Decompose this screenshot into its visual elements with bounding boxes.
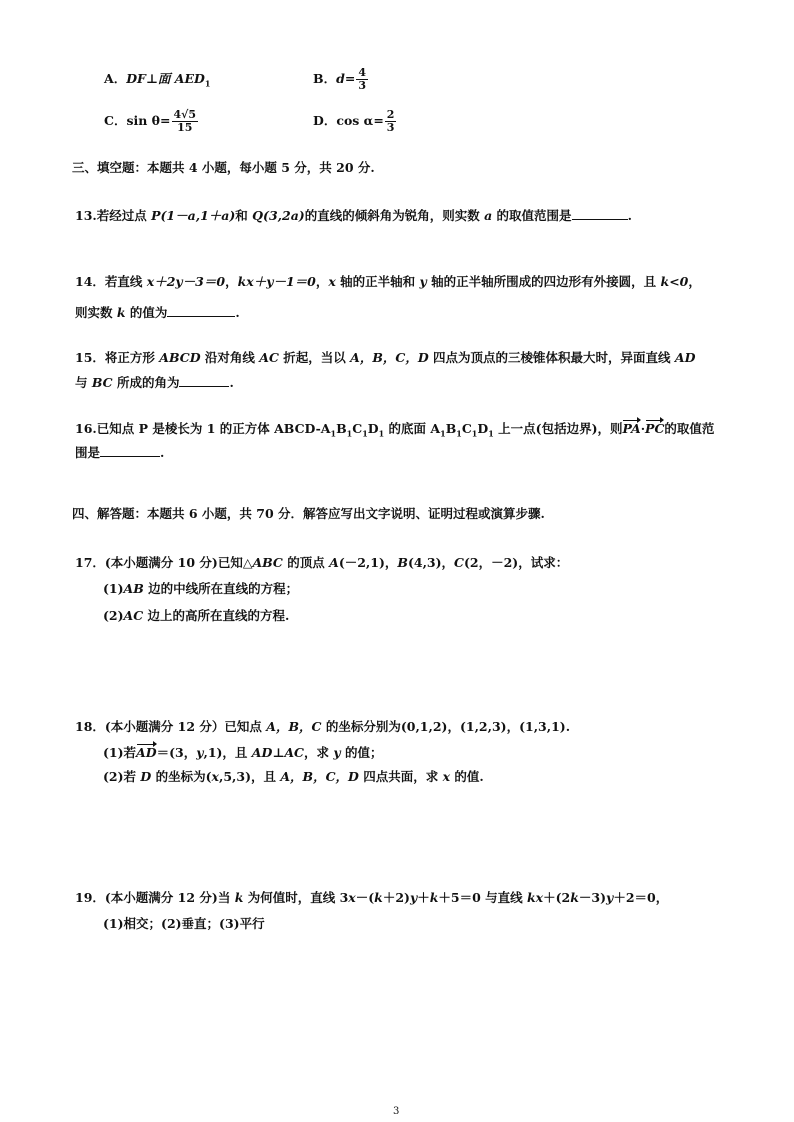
question-13: 13.若经过点 P(1－a,1＋a)和 Q(3,2a)的直线的倾斜角为锐角，则实数 a 的取值范围是 . bbox=[75, 208, 632, 223]
question-19-sub: (1)相交；(2)垂直；(3)平行 bbox=[103, 916, 265, 931]
question-15-line1: 15．将正方形 ABCD 沿对角线 AC 折起，当以 A，B，C，D 四点为顶点的三棱锥体积最大时，异面直线 AD bbox=[75, 350, 696, 365]
option-b: B．d= $\frac{4}{3}$ bbox=[313, 66, 366, 92]
option-d: D．cos α= $\frac{2}{3}$ bbox=[313, 108, 395, 134]
option-c: C．sin θ= $\frac{4√5}{15}$ bbox=[104, 108, 197, 134]
answer-blank bbox=[100, 444, 160, 457]
answer-blank bbox=[572, 207, 628, 220]
answer-blank bbox=[167, 304, 235, 317]
question-16-line2: 围是 . bbox=[75, 445, 165, 460]
question-17-sub1: (1)AB 边的中线所在直线的方程； bbox=[103, 581, 299, 596]
question-15-line2: 与 BC 所成的角为 . bbox=[75, 375, 234, 390]
question-18-line1: 18．(本小题满分 12 分）已知点 A，B，C 的坐标分别为(0,1,2)，(1,2,3)，(1,3,1). bbox=[75, 719, 571, 734]
section4-title: 四、解答题：本题共 6 小题，共 70 分．解答应写出文字说明、证明过程或演算步骤. bbox=[72, 506, 545, 521]
question-18-sub1: (1)若AD＝(3，y,1)，且 AD⊥AC，求 y 的值； bbox=[103, 745, 383, 760]
question-18-sub2: (2)若 D 的坐标为(x,5,3)，且 A，B，C，D 四点共面，求 x 的值. bbox=[103, 769, 484, 784]
vector-pa: PA bbox=[622, 421, 641, 436]
section3-title: 三、填空题：本题共 4 小题，每小题 5 分，共 20 分. bbox=[72, 160, 375, 175]
answer-blank bbox=[179, 374, 229, 387]
page-number: 3 bbox=[393, 1106, 400, 1117]
question-19-line1: 19．(本小题满分 12 分)当 k 为何值时，直线 3x－(k＋2)y＋k＋5＝0 与直线 kx＋(2k－3)y＋2＝0， bbox=[75, 890, 669, 905]
question-17-sub2: (2)AC 边上的高所在直线的方程. bbox=[103, 608, 290, 623]
vector-ad: AD bbox=[136, 745, 157, 760]
question-16-line1: 16.已知点 P 是棱长为 1 的正方体 ABCD-$A_1B_1C_1D_1$ 的底面 $A_1B_1C_1D_1$ 上一点(包括边界)，则PA·PC的取值范 bbox=[75, 421, 715, 439]
question-14-line2: 则实数 k 的值为 . bbox=[75, 305, 240, 320]
vector-pc: PC bbox=[645, 421, 665, 436]
question-14-line1: 14．若直线 x＋2y－3＝0，kx＋y－1＝0，x 轴的正半轴和 y 轴的正半轴所围成的四边形有外接圆，且 k<0， bbox=[75, 274, 701, 289]
question-17-line1: 17．(本小题满分 10 分)已知△ABC 的顶点 A(－2,1)，B(4,3)，C(2，－2)，试求： bbox=[75, 555, 569, 570]
fraction-c: $\frac{4√5}{15}$ bbox=[173, 108, 197, 134]
option-a: A．DF⊥面 $AED_1$ bbox=[104, 71, 211, 89]
fraction-d: $\frac{2}{3}$ bbox=[386, 108, 395, 134]
fraction-b: $\frac{4}{3}$ bbox=[358, 66, 366, 92]
